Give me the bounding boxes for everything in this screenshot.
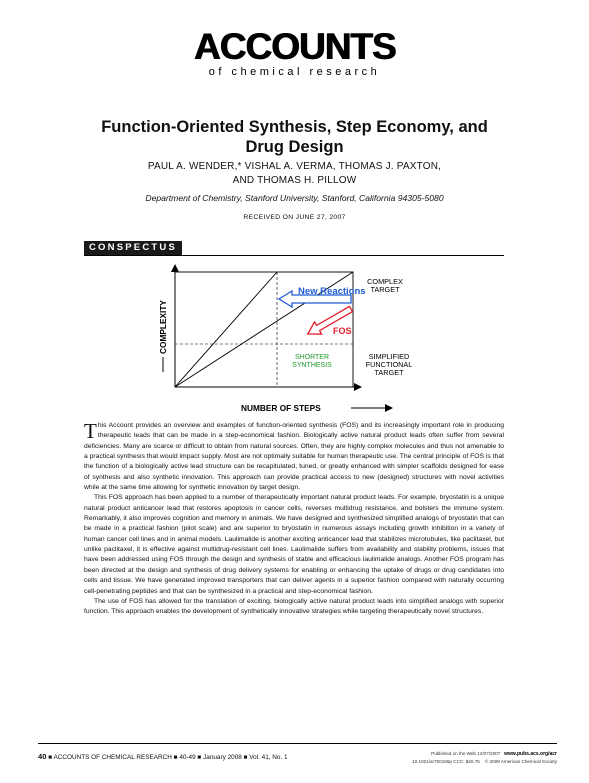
complexity-steps-diagram xyxy=(155,262,455,417)
complex-target-label-2: TARGET xyxy=(370,285,400,294)
footer-rule xyxy=(38,743,557,744)
new-reactions-label: New Reactions xyxy=(298,286,366,297)
conspectus-heading: CONSPECTUS xyxy=(84,241,182,255)
simplified-target-label-3: TARGET xyxy=(374,368,404,377)
conspectus-figure xyxy=(155,262,455,417)
paragraph-3: The use of FOS has allowed for the translation of exciting, biologically active natural product leads into simplified analogs with superior function. This approach enables the development of synthetically innovative strategies while targeting therapeutically novel structures. xyxy=(84,597,504,616)
complex-target-label-1: COMPLEX xyxy=(367,277,403,286)
footer-publication-info xyxy=(412,750,557,766)
footer-volume-info: 40-49 ■ January 2008 ■ Vol. 41, No. 1 xyxy=(179,754,288,761)
received-date: RECEIVED ON JUNE 27, 2007 xyxy=(243,214,346,221)
paragraph-2: This FOS approach has been applied to a number of therapeutically important natural product leads. For example, bryostatin is a unique natural product anticancer lead that restores apoptosis in cancer cells, reverses multidrug resistance, and bolsters the immune system. Remarkably, it also improves cognition and memory in animals. We have designed and synthesized simplified analogs of bryostatin that can be made in a practical fashion (pilot scale) and are superior to bryostatin in numerous assays including growth inhibition in a variety of human cancer cell lines and in animal models. Laulimalide is another exciting anticancer lead that stabilizes microtubules, like paclitaxel, but unlike paclitaxel, it is effective against multidrug-resistant cell lines. Laulimalide suffers from availability and stability problems, issues that have been addressed using FOS through the design and synthesis of stable and efficacious laulimalide analogs. Another FOS program has been directed at the design and synthesis of drug delivery systems for enabling or enhancing the uptake of drugs or drug candidates into cells and tissue. We have generated improved transporters that can deliver agents in a superior fashion compared with naturally occurring cell-penetrating peptides and that can be synthesized in a practical and step-economical fashion. xyxy=(84,494,504,595)
paragraph-1 xyxy=(84,421,504,493)
conspectus-body xyxy=(84,421,504,618)
new-reactions-trajectory xyxy=(175,272,277,387)
fos-label: FOS xyxy=(333,326,352,336)
shorter-synthesis-label-1: SHORTER xyxy=(294,354,330,361)
footer-url[interactable]: www.pubs.acs.org/acr xyxy=(504,751,557,757)
journal-logo-subtitle: of chemical research xyxy=(208,66,381,78)
x-axis-label: NUMBER OF STEPS xyxy=(241,403,321,413)
drop-cap: T xyxy=(84,419,97,443)
article-authors xyxy=(60,160,529,188)
authors-line-1: PAUL A. WENDER,* VISHAL A. VERMA, THOMAS J. PAXTON, xyxy=(147,161,442,172)
footer-doi: 10.1021/ar700155p CCC: $40.75 xyxy=(412,759,480,765)
y-axis-label: COMPLEXITY xyxy=(158,300,168,354)
journal-logo-title: ACCOUNTS xyxy=(193,26,396,67)
footer-published-date: Published on the Web 12/07/2007 xyxy=(431,751,501,756)
page-number: 40 xyxy=(38,752,47,761)
article-title-line-1: Function-Oriented Synthesis, Step Economy, and xyxy=(101,118,488,136)
author-affiliation: Department of Chemistry, Stanford University, Stanford, California 94305-5080 xyxy=(145,193,444,203)
footer-citation: 40 ■ ACCOUNTS OF CHEMICAL RESEARCH ■ 40-49 ■ January 2008 ■ Vol. 41, No. 1 xyxy=(38,752,288,761)
footer-journal-name: ACCOUNTS OF CHEMICAL RESEARCH xyxy=(53,754,172,761)
article-title xyxy=(60,117,529,157)
journal-masthead xyxy=(0,28,589,78)
footer-copyright: © 2008 American Chemical Society xyxy=(484,759,557,765)
shorter-synthesis-label-2: SYNTHESIS xyxy=(292,362,332,369)
authors-line-2: AND THOMAS H. PILLOW xyxy=(232,175,357,186)
simplified-target-label-2: FUNCTIONAL xyxy=(365,360,413,369)
paragraph-1-text: his Account provides an overview and examples of function-oriented synthesis (FOS) and its increasingly important role in producing therapeutic leads that can be made in a step-economical fashion. Biologically active natural product leads often suffer from several deficiencies. Many are scarce or difficult to obtain from natural sources. Often, they are highly complex molecules and thus not amenable to a practical synthesis that would impact supply. Most are not optimally suitable for human therapeutic use. The central principle of FOS is that the function of a biologically active lead structure can be recapitulated, tuned, or greatly enhanced with simpler scaffolds designed for ease of synthesis and also synthetic innovation. This approach can provide practical access to new (designed) structures with novel activities while at the same time allowing for synthetic innovation by target design. xyxy=(84,422,504,492)
article-title-line-2: Drug Design xyxy=(245,138,344,156)
simplified-target-label-1: SIMPLIFIED xyxy=(368,352,410,361)
